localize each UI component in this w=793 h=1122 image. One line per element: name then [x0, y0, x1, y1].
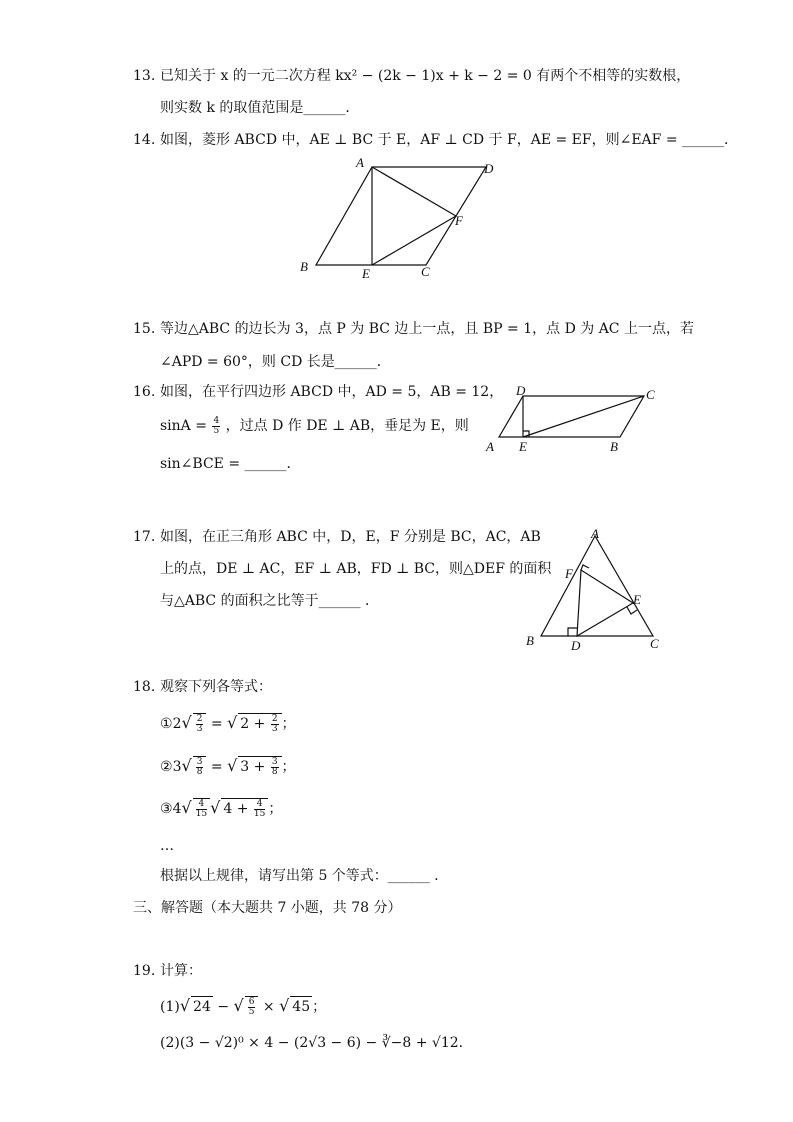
- right-angle-mark-E: [627, 607, 637, 614]
- label-E: E: [633, 592, 641, 607]
- label-D: D: [484, 161, 494, 176]
- q19-title: 计算：: [160, 963, 202, 979]
- label-D: D: [571, 638, 581, 653]
- label-A: A: [356, 155, 364, 170]
- q18-conclusion: 根据以上规律，请写出第 5 个等式：______ ．: [160, 868, 449, 884]
- q18-equation-3: ③4√ $\frac{4}{15}$ √ 4 + $\frac{4}{15}$ ；: [160, 798, 283, 819]
- q16-text-line2: [160, 416, 469, 436]
- q18-equation-2: ②3√ $\frac{3}{8}$ = √ 3 + $\frac{3}{8}$ ；: [160, 756, 296, 777]
- right-angle-mark-F: [581, 565, 589, 570]
- label-B: B: [526, 633, 534, 648]
- q13-text-line2: 则实数 k 的取值范围是______．: [160, 100, 360, 116]
- segment-EC: [523, 396, 644, 437]
- label-D: D: [516, 383, 526, 398]
- q17-text-line3: 与△ABC 的面积之比等于______ ．: [160, 593, 380, 609]
- q18-number: 18.: [133, 679, 156, 695]
- right-angle-mark-D: [568, 628, 577, 636]
- q17-number: 17.: [133, 529, 156, 545]
- q18-equation-1: ①2√ $\frac{2}{3}$ = √ 2 + $\frac{2}{3}$ ；: [160, 713, 296, 734]
- triangle-DEF: [577, 570, 633, 636]
- label-F: F: [565, 566, 573, 581]
- q18-intro: 观察下列各等式：: [160, 679, 272, 695]
- q19-part1: (1)√ 24 − √ $\frac{6}{5}$ × √ 45 ；: [160, 996, 327, 1017]
- q16-sinA-label: sinA =: [160, 418, 207, 434]
- q19-part2: (2)(3 − √2)⁰ × 4 − (2√3 − 6) − ∛−8 + √12．: [160, 1035, 473, 1051]
- label-B: B: [610, 439, 618, 454]
- q14-rhombus-figure: [290, 155, 510, 285]
- q16-text-line1: 如图，在平行四边形 ABCD 中，AD = 5，AB = 12，: [160, 384, 504, 400]
- q14-text-line1: 如图，菱形 ABCD 中，AE ⊥ BC 于 E，AF ⊥ CD 于 F，AE = EF，则∠EAF = ______．: [160, 132, 739, 148]
- label-E: E: [362, 266, 370, 281]
- q17-text-line1: 如图，在正三角形 ABC 中，D，E，F 分别是 BC，AC，AB: [160, 529, 541, 545]
- q15-text-line2: ∠APD = 60°，则 CD 长是______．: [160, 354, 391, 370]
- segment-AF: [372, 167, 456, 216]
- q16-text-line2-rest: ，过点 D 作 DE ⊥ AB，垂足为 E，则: [225, 418, 469, 434]
- q18-ellipsis: …: [160, 838, 174, 854]
- q13-number: 13.: [133, 68, 156, 84]
- label-C: C: [650, 636, 659, 651]
- triangle-ABC: [541, 536, 653, 636]
- label-C: C: [421, 264, 430, 279]
- label-B: B: [300, 259, 308, 274]
- parallelogram-outline: [499, 396, 644, 437]
- q16-fraction: $\frac{4}{5}$: [213, 415, 220, 436]
- q13-text-line1: 已知关于 x 的一元二次方程 kx² − (2k − 1)x + k − 2 = 0 有两个不相等的实数根，: [160, 68, 691, 84]
- q16-parallelogram-figure: [480, 383, 670, 458]
- q15-number: 15.: [133, 321, 156, 337]
- label-A: A: [486, 439, 494, 454]
- section-heading: 三、解答题（本大题共 7 小题，共 78 分）: [133, 900, 402, 916]
- label-E: E: [519, 439, 527, 454]
- q16-text-line3: sin∠BCE = ______．: [160, 456, 301, 472]
- label-C: C: [646, 387, 655, 402]
- q17-text-line2: 上的点，DE ⊥ AC，EF ⊥ AB，FD ⊥ BC，则△DEF 的面积: [160, 561, 552, 577]
- q14-number: 14.: [133, 132, 156, 148]
- q19-number: 19.: [133, 963, 156, 979]
- q15-text-line1: 等边△ABC 的边长为 3，点 P 为 BC 边上一点，且 BP = 1，点 D 为 AC 上一点，若: [160, 321, 694, 337]
- q16-number: 16.: [133, 384, 156, 400]
- segment-EF: [372, 216, 456, 265]
- q17-triangle-figure: [520, 523, 670, 655]
- label-F: F: [455, 213, 463, 228]
- label-A: A: [591, 526, 599, 541]
